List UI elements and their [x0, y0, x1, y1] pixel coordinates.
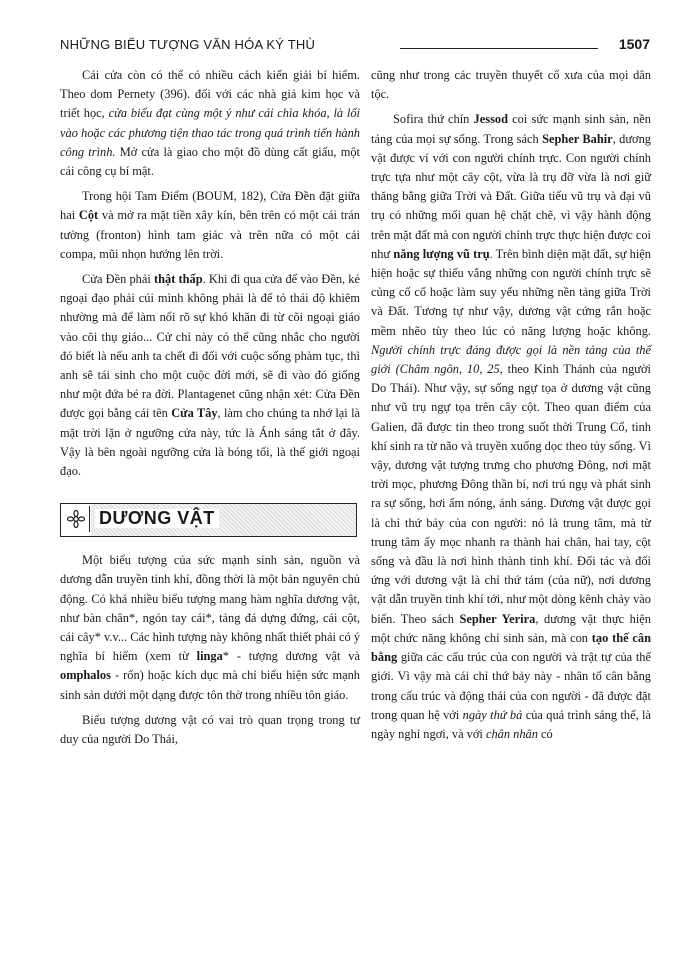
running-title: NHỮNG BIỂU TƯỢNG VĂN HÓA KÝ THÙ: [60, 37, 316, 52]
page-number: 1507: [618, 36, 650, 52]
paragraph: Sofira thứ chín Jessod coi sức mạnh sinh sản, nền tảng của mọi sự sống. Trong sách Sepher Bahir, dương vật được ví với con người chính trực. Con người chính trực tựa như một cây cột, vừa là trụ đỡ vừa là nơi giữ thăng bằng giữa Trời và Đất. Giữa tiểu vũ trụ và đại vũ trụ có những mối quan hệ chặt chẽ, vì vậy hành động trên mặt đất mà con người chính trực thực hiện được coi như năng lượng vũ trụ. Trên bình diện mặt đất, sự hiện hiện hoặc sự thiếu vắng những con người chính trực sẽ củng cố cố hoặc làm suy yếu những nền tảng giữa Trời và Đất. Tương tự như vậy, dương vật cứng rắn hoặc mềm nhẽo tùy theo lúc có năng lượng hoặc không. Người chính trực đáng được gọi là nền tảng của thế giới (Châm ngôn, 10, 25, theo Kinh Thánh của người Do Thái). Như vậy, sự sống ngự tọa ở dương vật cũng như vũ trụ ngự tọa trên cây cột. Theo quan điểm của Galien, đã được tin theo trong suốt thời Trung Cổ, tinh khí sinh ra từ não và truyền xuống dọc theo tủy sống. Vì vậy, dương vật tượng trưng cho phương Đông, nơi mặt trời mọc, phương Đông thần bí, nơi trú ngụ và phát sinh ra sự sống, hơi ấm nóng, ánh sáng. Dương vật được gọi là chỉ thứ bảy của con người: nó là trung tâm, mà từ trung tâm ấy mọc nhanh ra thành hai chân, hai tay, cột sống và đầu là nơi hình thành tinh khí. Đối tác và đối ứng với dương vật là chỉ thứ tám (của nữ), nơi dương vật dẫn truyền tinh khí tới, như một dòng kênh chảy vào biển. Theo sách Sepher Yerira, dương vật thực hiện một chức năng không chỉ sinh sản, mà con tạo thế cân bằng giữa các cấu trúc của con người và trật tự của thế giới. Vì vậy mà cái chỉ thứ bảy này - nhân tố cân bằng trong cấu trúc và động thái của con người - đã được đặt trong quan hệ với ngày thứ bả của quá trình sáng thế, là ngày nghỉ ngơi, và với chân nhân có: [371, 112, 652, 741]
flower-ornament-icon: [63, 506, 90, 532]
paragraph: Cái cửa còn có thể có nhiều cách kiến giải bí hiểm. Theo dom Pernety (396). đối với các nhà giả kim học và triết học, cửa biểu đạt cùng một ý như cái chìa khóa, là lối vào hoặc các phương tiện thao tác trong quá trình tiến hành công trình. Mở cửa là giao cho một đồ dùng cất giấu, một cái công cụ bí mật.: [60, 68, 360, 179]
page-header: [60, 37, 650, 61]
paragraph: Trong hội Tam Điểm (BOUM, 182), Cửa Đền đặt giữa hai Cột và mở ra mặt tiền xây kín, bên trên có một cái trán tường (fronton) hình tam giác và trên nữa có một cái compa, mũi nhọn hướng lên trời.: [60, 189, 360, 261]
paragraph: Biểu tượng dương vật có vai trò quan trọng trong tư duy của người Do Thái,: [60, 712, 360, 747]
paragraph: Một biểu tượng của sức mạnh sinh sản, nguồn và dương dẫn truyền tinh khí, đồng thời là một bản nguyên chủ động. Có khá nhiều biểu tượng mang hàm nghĩa dương vật, như bàn chân*, ngón tay cái*, tảng đá dựng đứng, cái cột, cái cây* v.v... Các hình tượng này không nhất thiết phải có ý nghĩa bí hiểm (xem từ linga* - tượng dương vật và omphalos - rốn) hoặc kích dục mà chỉ biểu hiện sức mạnh sinh sản dưới một dạng được tôn thờ trong nhiều tôn giáo.: [60, 553, 361, 702]
left-column: [60, 66, 360, 752]
paragraph: cũng như trong các truyền thuyết cổ xưa của mọi dân tộc.: [371, 68, 651, 102]
section-heading-box: [60, 503, 357, 537]
section-heading: DƯƠNG VẬT: [95, 509, 219, 528]
header-rule: [400, 48, 598, 49]
right-column: [371, 66, 651, 747]
paragraph: Cửa Đền phải thật thấp. Khi đi qua cửa để vào Đền, kẻ ngoại đạo phải cúi mình không phải là để tỏ thái độ khiêm nhường mà để làm nổi rõ sự khó khăn đi từ cõi ngoại giáo vào cõi thụ giáo... Cử chỉ này có thể cũng nhắc cho người đó biết là nếu anh ta chết đi đối với cuộc sống phàm tục, thì anh sẽ tái sinh cho một cuộc đời mới, sẽ đi vào đó giống như một đứa bé ra đời. Plantagenet cũng nhận xét: Cửa Đền được gọi bằng cái tên Cửa Tây, làm cho chúng ta nhớ lại là mặt trời lặn ở ngưỡng cửa này, tức là Ánh sáng tắt ở đây. Vậy là bên ngoài ngưỡng cửa là bóng tối, là thế giới ngoại đạo.: [60, 272, 361, 479]
